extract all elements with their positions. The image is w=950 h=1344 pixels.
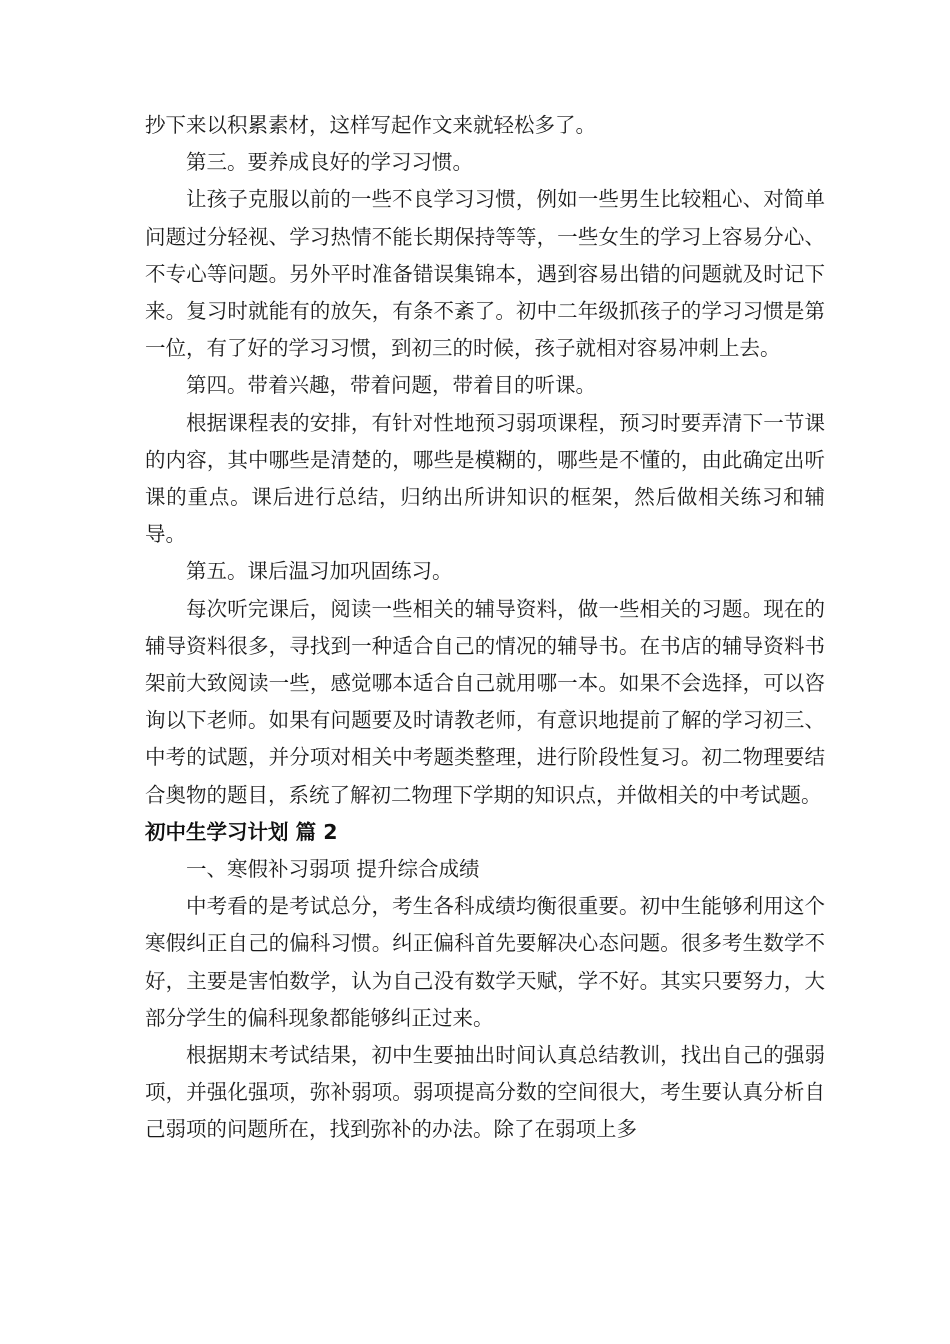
paragraph-weak-subjects: 根据期末考试结果，初中生要抽出时间认真总结教训，找出自己的强弱项，并强化强项，弥补弱项。弱项提高分数的空间很大，考生要认真分析自己弱项的问题所在，找到弥补的办法。除了在弱项上多 [145,1043,825,1142]
paragraph-study-habits: 让孩子克服以前的一些不良学习习惯，例如一些男生比较粗心、对简单问题过分轻视、学习热情不能长期保持等等，一些女生的学习上容易分心、不专心等问题。另外平时准备错误集锦本，遇到容易出错的问题就及时记下来。复习时就能有的放矢，有条不紊了。初中二年级抓孩子的学习习惯是第一位，有了好的学习习惯，到初三的时候，孩子就相对容易冲刺上去。 [145,187,825,361]
paragraph-review-practice: 每次听完课后，阅读一些相关的辅导资料，做一些相关的习题。现在的辅导资料很多，寻找到一种适合自己的情况的辅导书。在书店的辅导资料书架前大致阅读一些，感觉哪本适合自己就用哪一本。如果不会选择，可以咨询以下老师。如果有问题要及时请教老师，有意识地提前了解的学习初三、中考的试题，并分项对相关中考题类整理，进行阶段性复习。初二物理要结合奥物的题目，系统了解初二物理下学期的知识点，并做相关的中考试题。 [145,596,825,807]
article-heading: 初中生学习计划 篇 2 [145,819,338,844]
paragraph-balanced-subjects: 中考看的是考试总分，考生各科成绩均衡很重要。初中生能够利用这个寒假纠正自己的偏科习惯。纠正偏科首先要解决心态问题。很多考生数学不好，主要是害怕数学，认为自己没有数学天赋，学不好。其实只要努力，大部分学生的偏科现象都能够纠正过来。 [145,894,825,1030]
section-heading-fourth: 第四。带着兴趣，带着问题，带着目的听课。 [186,373,596,398]
section-heading-fifth: 第五。课后温习加巩固练习。 [186,559,453,584]
subsection-heading-winter: 一、寒假补习弱项 提升综合成绩 [186,857,480,882]
document-body [145,107,825,1149]
paragraph-continuation: 抄下来以积累素材，这样写起作文来就轻松多了。 [145,113,596,137]
section-heading-third: 第三。要养成良好的学习习惯。 [186,150,473,175]
paragraph-preview: 根据课程表的安排，有针对性地预习弱项课程，预习时要弄清下一节课的内容，其中哪些是清楚的，哪些是模糊的，哪些是不懂的，由此确定出听课的重点。课后进行总结，归纳出所讲知识的框架，然后做相关练习和辅导。 [145,410,825,547]
